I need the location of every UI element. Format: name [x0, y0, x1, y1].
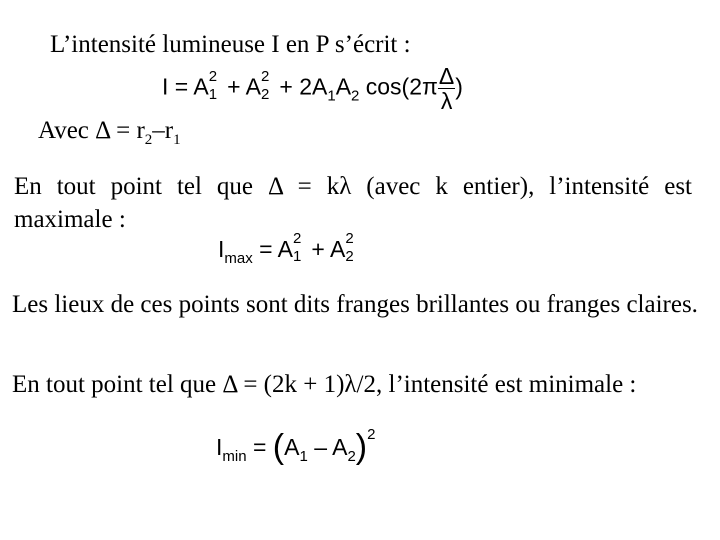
eq1-frac-num: Δ	[438, 63, 455, 89]
delta-sub-b: 1	[173, 132, 181, 148]
eq3-minus: –	[314, 434, 327, 460]
eq3-power: 2	[367, 426, 376, 443]
intensity-formula	[162, 64, 463, 113]
eq2-a2: A	[329, 236, 346, 262]
bright-fringes-text: Les lieux de ces points sont dits franges brillantes ou franges claires.	[12, 291, 698, 318]
delta-sub-a: 2	[144, 132, 153, 148]
eq2-a1-sup: 2	[293, 229, 302, 247]
eq1-a2-b: A	[335, 73, 352, 100]
eq1-a1-sup: 2	[208, 67, 218, 85]
delta-definition	[38, 116, 181, 155]
eq1-close: )	[455, 73, 463, 100]
eq1-plus: +	[227, 73, 241, 100]
eq3-equals: =	[252, 434, 267, 460]
eq3-lhs: I	[216, 434, 223, 460]
eq1-a2-sub: 2	[260, 85, 270, 103]
eq2-a2-sub: 2	[345, 247, 354, 265]
eq1-coeff: 2	[299, 73, 312, 100]
imax-formula	[218, 229, 357, 274]
eq1-frac-den: λ	[440, 88, 453, 114]
eq3-a2: A	[332, 434, 348, 460]
eq2-lhs-sub: max	[224, 250, 253, 267]
min-condition-text: En tout point tel que Δ = (2k + 1)λ/2, l’intensité est minimale :	[12, 371, 637, 398]
eq2-a2-sup: 2	[345, 229, 354, 247]
eq1-a2: A	[245, 73, 261, 100]
delta-dash: –r	[152, 117, 174, 144]
eq1-a1-indices	[208, 67, 221, 104]
eq1-a1-b: A	[312, 73, 328, 100]
max-condition-text: En tout point tel que Δ = kλ (avec k entier), l’intensité est maximale :	[14, 173, 692, 233]
eq2-rhs: = A	[259, 236, 294, 262]
eq1-equals: =	[174, 73, 189, 100]
eq1-a1: A	[193, 73, 209, 100]
eq2-lhs: I	[218, 236, 225, 262]
eq1-a1-sub: 1	[208, 85, 218, 103]
eq1-a2-indices	[260, 67, 273, 104]
eq3-open-paren: (	[272, 428, 285, 466]
eq3-lhs-sub: min	[222, 448, 247, 465]
eq2-plus: +	[311, 236, 325, 262]
eq1-plus-2: +	[279, 73, 293, 100]
eq1-a2-sup: 2	[260, 67, 270, 85]
eq1-a2-b-sub: 2	[351, 87, 360, 105]
eq3-a1: A	[284, 434, 300, 460]
eq3-close-paren: )	[355, 428, 368, 466]
delta-prefix: Avec Δ = r	[38, 117, 145, 144]
eq2-a2-indices	[345, 229, 357, 266]
eq2-a1-indices	[293, 229, 305, 266]
eq3-a2-sub: 2	[347, 448, 356, 465]
eq1-a1-b-sub: 1	[327, 87, 336, 105]
eq3-a1-sub: 1	[299, 448, 308, 465]
eq2-a1-sub: 1	[293, 247, 302, 265]
intro-line: L’intensité lumineuse I en P s’écrit :	[50, 31, 411, 58]
eq1-lhs: I	[162, 73, 169, 100]
eq1-fraction	[438, 64, 455, 113]
imin-formula	[216, 420, 375, 472]
eq1-cos: cos(2π	[365, 73, 438, 100]
